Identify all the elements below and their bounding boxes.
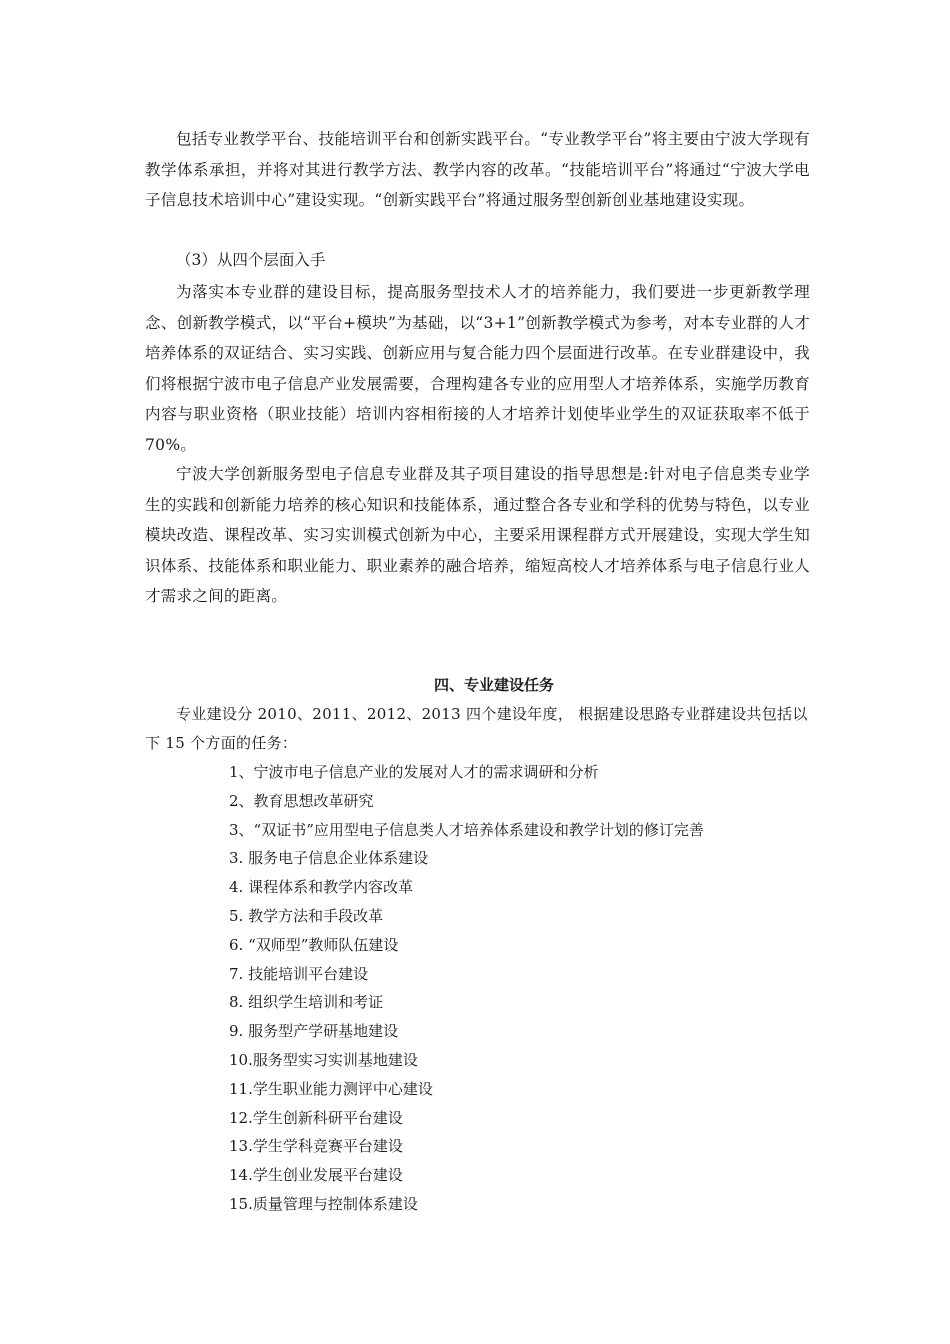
paragraph-guiding-ideas: 宁波大学创新服务型电子信息专业群及其子项目建设的指导思想是:针对电子信息类专业学生的实践和创新能力培养的核心知识和技能体系，通过整合各专业和学科的优势与特色，以专业模块改造、课程改革、实习实训模式创新为中心，主要采用课程群方式开展建设，实现大学生知识体系、技能体系和职业能力、职业素养的融合培养，缩短高校人才培养体系与电子信息行业人才需求之间的距离。 bbox=[145, 465, 810, 605]
task-item: 4. 课程体系和教学内容改革 bbox=[229, 878, 414, 897]
paragraph-platforms: 包括专业教学平台、技能培训平台和创新实践平台。“专业教学平台”将主要由宁波大学现有教学体系承担，并将对其进行教学方法、教学内容的改革。“技能培训平台”将通过“宁波大学电子信息技术培训中心”建设实现。“创新实践平台”将通过服务型创新创业基地建设实现。 bbox=[145, 130, 810, 209]
task-item: 14.学生创业发展平台建设 bbox=[229, 1166, 403, 1185]
task-item: 3、“双证书”应用型电子信息类人才培养体系建设和教学计划的修订完善 bbox=[229, 820, 704, 839]
task-item: 8. 组织学生培训和考证 bbox=[229, 993, 384, 1012]
task-item: 2、教育思想改革研究 bbox=[229, 791, 374, 810]
task-item: 7. 技能培训平台建设 bbox=[229, 964, 369, 983]
task-item: 10.服务型实习实训基地建设 bbox=[229, 1050, 418, 1069]
task-list bbox=[229, 758, 704, 1219]
section-heading-tasks: 四、专业建设任务 bbox=[433, 676, 554, 694]
task-item: 11.学生职业能力测评中心建设 bbox=[229, 1079, 433, 1098]
section-intro: 专业建设分 2010、2011、2012、2013 四个建设年度， 根据建设思路专业群建设共包括以下 15 个方面的任务： bbox=[145, 705, 808, 752]
task-item: 6. “双师型”教师队伍建设 bbox=[229, 935, 399, 954]
task-item: 13.学生学科竞赛平台建设 bbox=[229, 1137, 403, 1156]
task-item: 1、宁波市电子信息产业的发展对人才的需求调研和分析 bbox=[229, 763, 599, 781]
task-item: 15.质量管理与控制体系建设 bbox=[229, 1194, 418, 1213]
subheading-four-levels: （3）从四个层面入手 bbox=[176, 251, 326, 269]
task-item: 5. 教学方法和手段改革 bbox=[229, 906, 384, 925]
paragraph-reform-levels: 为落实本专业群的建设目标，提高服务型技术人才的培养能力，我们要进一步更新教学理念、创新教学模式，以“平台+模块”为基础，以“3+1”创新教学模式为参考，对本专业群的人才培养体系的双证结合、实习实践、创新应用与复合能力四个层面进行改革。在专业群建设中，我们将根据宁波市电子信息产业发展需要，合理构建各专业的应用型人才培养体系，实施学历教育内容与职业资格（职业技能）培训内容相衔接的人才培养计划使毕业学生的双证获取率不低于70%。 bbox=[145, 283, 810, 454]
task-item: 3. 服务电子信息企业体系建设 bbox=[229, 849, 429, 868]
task-item: 12.学生创新科研平台建设 bbox=[229, 1108, 403, 1127]
task-item: 9. 服务型产学研基地建设 bbox=[229, 1022, 399, 1041]
